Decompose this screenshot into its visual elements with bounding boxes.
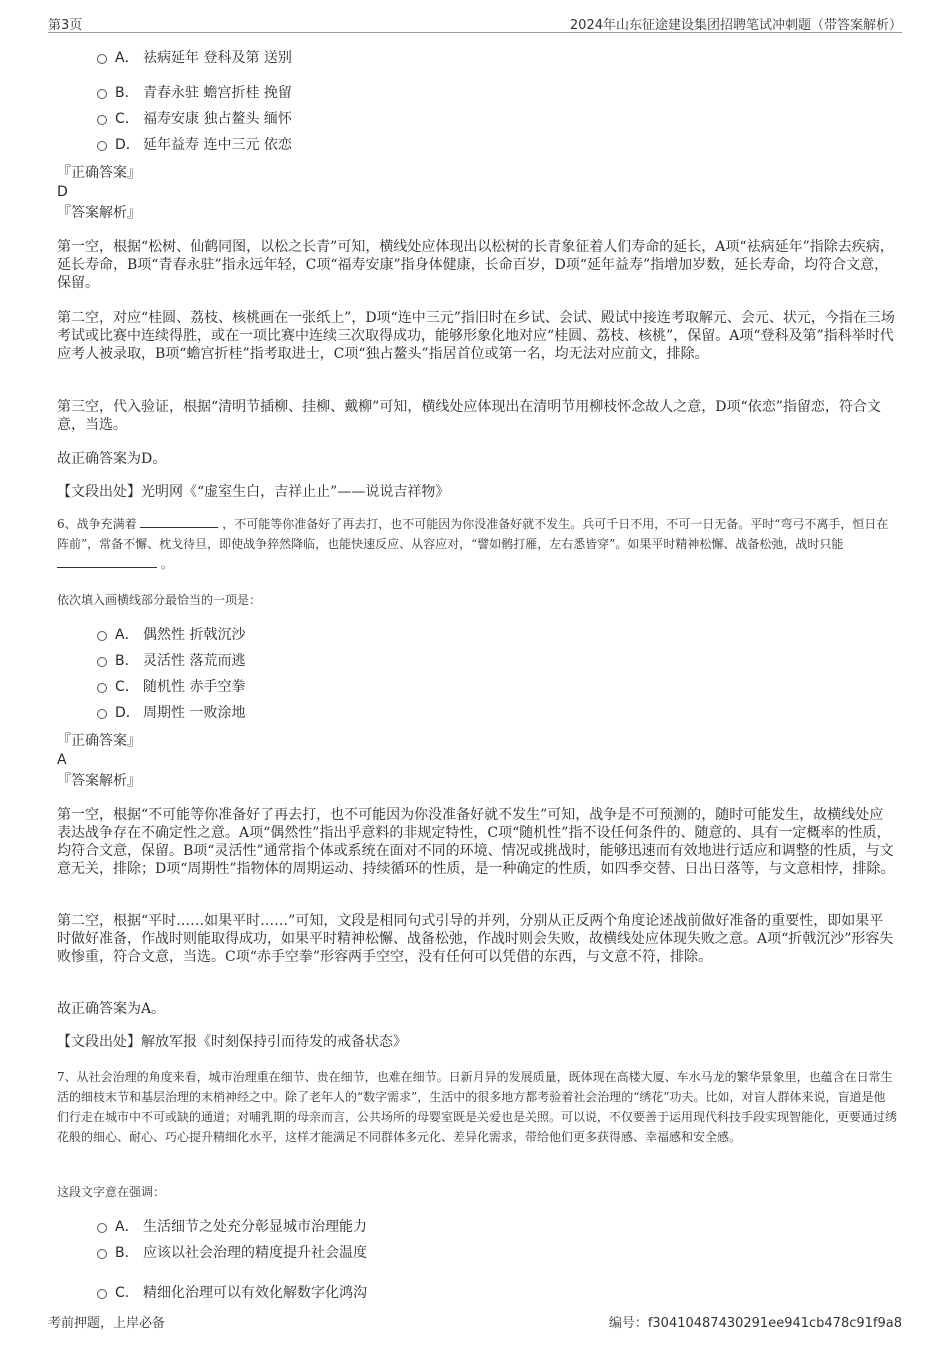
document-title: 2024年山东征途建设集团招聘笔试冲刺题（带答案解析） bbox=[569, 18, 902, 33]
radio-icon[interactable] bbox=[97, 141, 107, 151]
answer-value: A bbox=[57, 752, 67, 768]
question-prompt: 依次填入画横线部分最恰当的一项是： bbox=[57, 593, 262, 607]
q7-option-a[interactable]: A． 生活细节之处充分彰显城市治理能力 bbox=[97, 1217, 367, 1237]
question-prompt: 这段文字意在强调： bbox=[57, 1185, 166, 1199]
radio-icon[interactable] bbox=[97, 1223, 107, 1233]
question-7-text: 7、从社会治理的角度来看，城市治理重在细节、贵在细节，也难在细节。日新月异的发展质量，既体现在高楼大厦、车水马龙的繁华景象里，也蕴含在日常生活的细枝末节和基层治理的末梢神经之中。除了老年人的“数字需求”，生活中的很多地方都考验着社会治理的“绣花”功夫。比如，对盲人群体来说，盲道是他们行走在城市中不可或缺的通道；对哺乳期的母亲而言，公共场所的母婴室既是关爱也是关照。可以说，不仅要善于运用现代科技手段实现智能化，更要通过绣花般的细心、耐心、巧心提升精细化水平，这样才能满足不同群体多元化、差异化需求，带给他们更多获得感、幸福感和安全感。 bbox=[57, 1070, 898, 1144]
analysis-conclusion: 故正确答案为D。 bbox=[57, 451, 167, 467]
page-number: 第3页 bbox=[48, 18, 83, 33]
analysis-paragraph: 第三空，代入验证，根据“清明节插柳、挂柳、戴柳”可知，横线处应体现出在清明节用柳枝怀念故人之意，D项“依恋”指留恋，符合文意，当选。 bbox=[57, 399, 881, 433]
q5-option-d[interactable]: D． 延年益寿 连中三元 依恋 bbox=[97, 135, 292, 155]
document-id: 编号：f30410487430291ee941cb478c91f9a8 bbox=[608, 1316, 902, 1331]
analysis-conclusion: 故正确答案为A。 bbox=[57, 1001, 166, 1017]
footer-slogan: 考前押题，上岸必备 bbox=[48, 1316, 166, 1331]
source-citation: 【文段出处】光明网《“虚室生白，吉祥止止”——说说吉祥物》 bbox=[57, 484, 450, 500]
analysis-label: 『答案解析』 bbox=[57, 205, 141, 221]
analysis-paragraph: 第二空，对应“桂圆、荔枝、核桃画在一张纸上”，D项“连中三元”指旧时在乡试、会试、殿试中接连考取解元、会元、状元，今指在三场考试或比赛中连续得胜，或在一项比赛中连续三次取得成功，能够形象化地对应“桂圆、荔枝、核桃”，保留。A项“登科及第”指科举时代应考人被录取，B项“蟾宫折桂”指考取进士，C项“独占鳌头”指居首位或第一名，均无法对应前文，排除。 bbox=[57, 310, 895, 362]
q6-option-d[interactable]: D． 周期性 一败涂地 bbox=[97, 703, 245, 723]
q5-option-c[interactable]: C． 福寿安康 独占鳌头 缅怀 bbox=[97, 109, 292, 129]
answer-value: D bbox=[57, 184, 68, 200]
question-6-text: 6、战争充满着 ，不可能等你准备好了再去打，也不可能因为你没准备好就不发生。兵可千日不用，不可一日无备。平时“弯弓不离手，恒日在阵前”，常备不懈、枕戈待旦，即使战争猝然降临，也能快速反应、从容应对，“譬如鹘打雁，左右悉皆穿”。如果平时精神松懈、战备松弛，战时只能 。 bbox=[57, 517, 889, 571]
radio-icon[interactable] bbox=[97, 115, 107, 125]
source-citation: 【文段出处】解放军报《时刻保持引而待发的戒备状态》 bbox=[57, 1034, 407, 1050]
radio-icon[interactable] bbox=[97, 657, 107, 667]
answer-label: 『正确答案』 bbox=[57, 733, 141, 749]
analysis-paragraph: 第一空，根据“松树、仙鹤同图，以松之长青”可知，横线处应体现出以松树的长青象征着人们寿命的延长，A项“祛病延年”指除去疾病，延长寿命，B项“青春永驻”指永远年轻，C项“福寿安康”指身体健康，长命百岁，D项“延年益寿”指增加岁数，延长寿命，均符合文意，保留。 bbox=[57, 239, 894, 291]
q5-option-b[interactable]: B． 青春永驻 蟾宫折桂 挽留 bbox=[97, 83, 292, 103]
analysis-label: 『答案解析』 bbox=[57, 773, 141, 789]
fill-blank bbox=[57, 555, 157, 568]
radio-icon[interactable] bbox=[97, 54, 107, 64]
q7-option-c[interactable]: C． 精细化治理可以有效化解数字化鸿沟 bbox=[97, 1283, 367, 1303]
radio-icon[interactable] bbox=[97, 709, 107, 719]
radio-icon[interactable] bbox=[97, 683, 107, 693]
radio-icon[interactable] bbox=[97, 1289, 107, 1299]
q6-option-b[interactable]: B． 灵活性 落荒而逃 bbox=[97, 651, 245, 671]
radio-icon[interactable] bbox=[97, 631, 107, 641]
q6-option-a[interactable]: A． 偶然性 折戟沉沙 bbox=[97, 625, 245, 645]
analysis-paragraph: 第一空，根据“不可能等你准备好了再去打，也不可能因为你没准备好就不发生”可知，战争是不可预测的，随时可能发生，故横线处应表达战争存在不确定性之意。A项“偶然性”指出乎意料的非规定特性，C项“随机性”指不设任何条件的、随意的、具有一定概率的性质，均符合文意，保留。B项“灵活性”通常指个体或系统在面对不同的环境、情况或挑战时，能够迅速而有效地进行适应和调整的性质，与文意无关，排除；D项“周期性”指物体的周期运动、持续循环的性质，是一种确定的性质，如四季交替、日出日落等，与文意相悖，排除。 bbox=[57, 807, 895, 877]
page-header bbox=[48, 12, 902, 33]
q7-option-b[interactable]: B． 应该以社会治理的精度提升社会温度 bbox=[97, 1243, 367, 1263]
q6-option-c[interactable]: C． 随机性 赤手空拳 bbox=[97, 677, 245, 697]
answer-label: 『正确答案』 bbox=[57, 165, 141, 181]
radio-icon[interactable] bbox=[97, 1249, 107, 1259]
analysis-paragraph: 第二空，根据“平时……如果平时……”可知，文段是相同句式引导的并列，分别从正反两个角度论述战前做好准备的重要性，即如果平时做好准备，作战时则能取得成功，如果平时精神松懈、战备松弛，作战时则会失败，故横线处应体现失败之意。A项“折戟沉沙”形容失败惨重，符合文意，当选。C项“赤手空拳”形容两手空空，没有任何可以凭借的东西，与文意不符，排除。 bbox=[57, 913, 894, 965]
fill-blank bbox=[140, 515, 218, 528]
radio-icon[interactable] bbox=[97, 89, 107, 99]
q5-option-a[interactable]: A． 祛病延年 登科及第 送别 bbox=[97, 48, 292, 68]
